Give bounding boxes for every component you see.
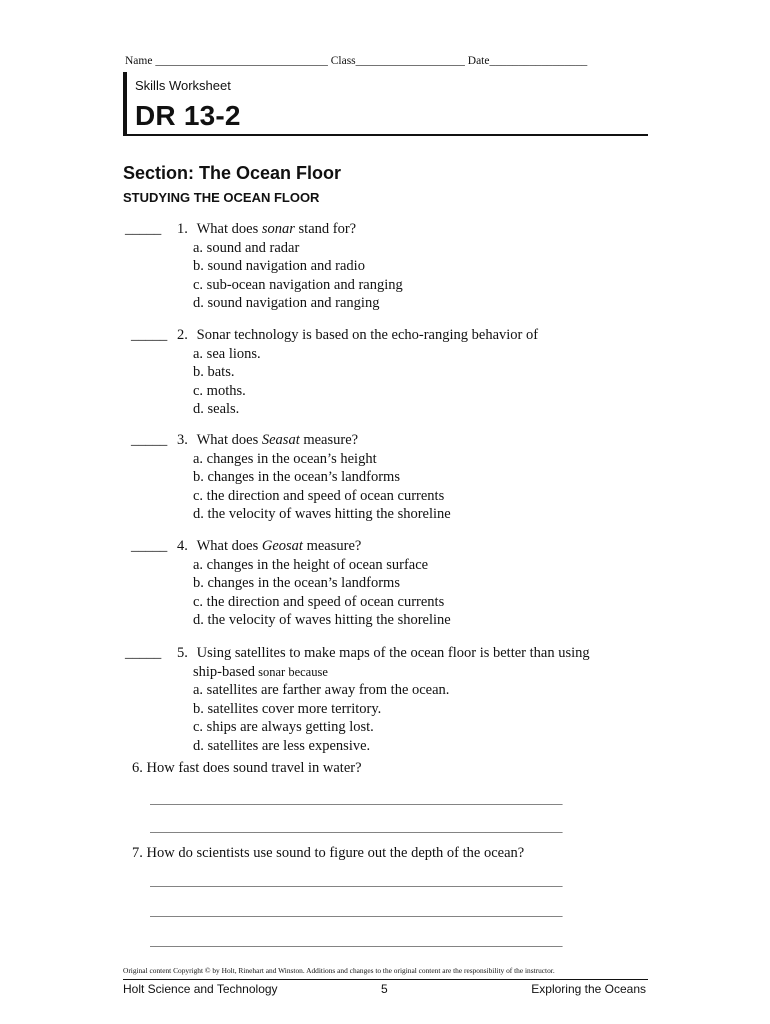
question-3 xyxy=(131,431,671,524)
title-bar xyxy=(123,72,127,136)
option: a. changes in the height of ocean surface xyxy=(193,556,429,573)
answer-blank[interactable]: _____ xyxy=(125,221,162,237)
section-title: Section: The Ocean Floor xyxy=(123,163,342,183)
option: c. the direction and speed of ocean currents xyxy=(193,487,445,504)
page-number: 5 xyxy=(381,982,388,996)
question-5 xyxy=(125,644,665,755)
date-label: Date xyxy=(467,55,490,67)
question-number: 1. xyxy=(177,221,188,237)
worksheet-kicker: Skills Worksheet xyxy=(135,78,231,93)
copyright-notice: Original content Copyright © by Holt, Rinehart and Winston. Additions and changes to the original content are the responsibility of the instructor. xyxy=(123,966,555,975)
header-fields xyxy=(125,55,587,67)
date-blank[interactable]: _________________ xyxy=(489,55,588,67)
answer-blank[interactable]: _____ xyxy=(131,327,168,343)
answer-blank[interactable]: _____ xyxy=(131,538,168,554)
option-list xyxy=(193,556,671,630)
question-stem: What does Seasat measure? xyxy=(196,432,359,448)
option-list xyxy=(193,450,671,524)
answer-line[interactable]: ___________________________________________________________________________ xyxy=(150,876,563,888)
question-number: 2. xyxy=(177,327,188,343)
question-number: 5. xyxy=(177,645,188,661)
option: d. the velocity of waves hitting the shoreline xyxy=(193,612,451,628)
class-label: Class xyxy=(330,55,356,67)
question-2 xyxy=(131,326,671,419)
name-label: Name xyxy=(125,55,153,67)
question-stem: Sonar technology is based on the echo-ranging behavior of xyxy=(196,327,539,343)
option-list xyxy=(193,681,665,755)
title-rule xyxy=(123,134,648,136)
option: b. changes in the ocean’s landforms xyxy=(193,469,400,485)
option: c. ships are always getting lost. xyxy=(193,719,374,735)
open-question-6: 6. How fast does sound travel in water? xyxy=(132,760,362,776)
worksheet-code: DR 13-2 xyxy=(135,100,241,131)
option: d. the velocity of waves hitting the shoreline xyxy=(193,506,451,522)
question-number: 3. xyxy=(177,432,188,448)
option: c. the direction and speed of ocean currents xyxy=(193,593,445,610)
open-question-7: 7. How do scientists use sound to figure out the depth of the ocean? xyxy=(132,845,525,861)
option-list xyxy=(193,239,665,313)
footer-rule xyxy=(123,979,648,980)
option: a. changes in the ocean’s height xyxy=(193,450,377,467)
option: d. seals. xyxy=(193,401,240,417)
answer-line[interactable]: ___________________________________________________________________________ xyxy=(150,906,563,918)
question-4 xyxy=(131,537,671,630)
option: c. sub-ocean navigation and ranging xyxy=(193,276,403,293)
question-stem: Using satellites to make maps of the ocean floor is better than using xyxy=(196,645,590,661)
name-blank[interactable]: ______________________________ xyxy=(155,55,328,67)
footer-book-title: Exploring the Oceans xyxy=(531,982,646,996)
option: a. satellites are farther away from the ocean. xyxy=(193,682,450,698)
class-blank[interactable]: ___________________ xyxy=(355,55,465,67)
option: d. satellites are less expensive. xyxy=(193,737,371,754)
answer-line[interactable]: ___________________________________________________________________________ xyxy=(150,936,563,948)
answer-line[interactable]: ___________________________________________________________________________ xyxy=(150,794,563,806)
option: d. sound navigation and ranging xyxy=(193,295,380,311)
question-stem: What does Geosat measure? xyxy=(196,538,362,554)
option: b. satellites cover more territory. xyxy=(193,700,382,717)
option: b. changes in the ocean’s landforms xyxy=(193,575,400,591)
question-stem-continued: ship-based sonar because xyxy=(193,663,328,680)
option: b. sound navigation and radio xyxy=(193,258,365,274)
answer-blank[interactable]: _____ xyxy=(131,432,168,448)
footer-publisher: Holt Science and Technology xyxy=(123,982,278,996)
question-1 xyxy=(125,220,665,313)
option: a. sound and radar xyxy=(193,239,300,256)
question-number: 4. xyxy=(177,538,188,554)
option: b. bats. xyxy=(193,364,235,380)
subsection-title: STUDYING THE OCEAN FLOOR xyxy=(123,190,320,205)
answer-line[interactable]: ___________________________________________________________________________ xyxy=(150,822,563,834)
answer-blank[interactable]: _____ xyxy=(125,645,162,661)
question-stem: What does sonar stand for? xyxy=(196,221,357,237)
option: a. sea lions. xyxy=(193,345,261,362)
option: c. moths. xyxy=(193,382,246,399)
option-list xyxy=(193,345,671,419)
